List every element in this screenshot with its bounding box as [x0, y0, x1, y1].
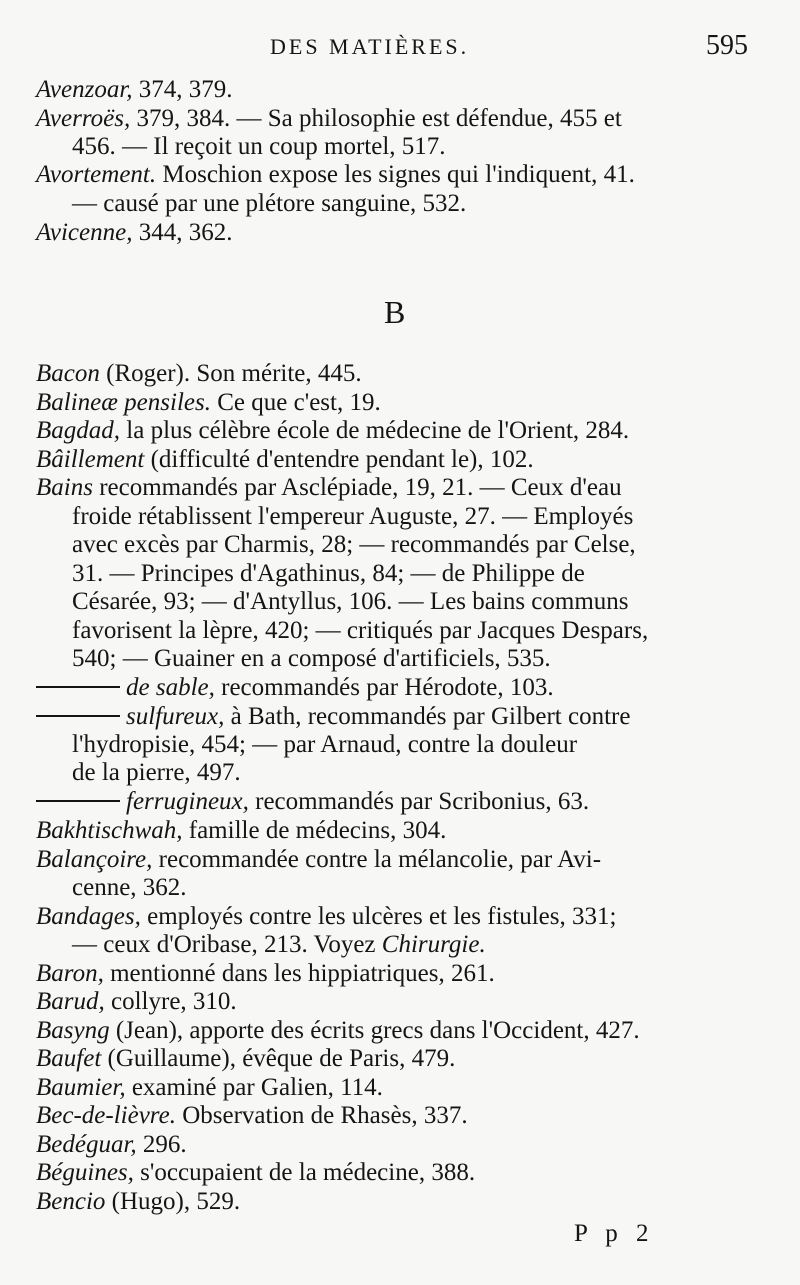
- index-entry-continuation: favorisent la lèpre, 420; — critiqués par Jacques Despars,: [72, 617, 649, 644]
- index-entry-line: Bedéguar, 296.: [36, 1131, 187, 1158]
- ditto-dash: [36, 686, 120, 688]
- index-entry-line: Bakhtischwah, famille de médecins, 304.: [36, 817, 447, 844]
- index-entry-line: Balançoire, recommandée contre la mélancolie, par Avi-: [36, 846, 602, 873]
- printer-signature: P p 2: [574, 1220, 655, 1247]
- index-entry-line: Balineæ pensiles. Ce que c'est, 19.: [36, 389, 381, 416]
- index-entry-line: Bandages, employés contre les ulcères et les fistules, 331;: [36, 903, 617, 930]
- index-subentry-line: de sable, recommandés par Hérodote, 103.: [36, 674, 554, 702]
- index-entry-continuation: Césarée, 93; — d'Antyllus, 106. — Les bains communs: [72, 588, 629, 615]
- index-entry-line: Béguines, s'occupaient de la médecine, 388.: [36, 1159, 476, 1186]
- index-entry-line: Baumier, examiné par Galien, 114.: [36, 1074, 383, 1101]
- index-entry-line: Bec-de-lièvre. Observation de Rhasès, 337.: [36, 1102, 468, 1129]
- index-entry-continuation: — causé par une plétore sanguine, 532.: [72, 190, 467, 217]
- index-subentry-line: ferrugineux, recommandés par Scribonius, 63.: [36, 788, 589, 816]
- index-entry-line: Bacon (Roger). Son mérite, 445.: [36, 360, 362, 387]
- index-entry-line: Bains recommandés par Asclépiade, 19, 21. — Ceux d'eau: [36, 474, 622, 501]
- index-entry-continuation: 456. — Il reçoit un coup mortel, 517.: [72, 133, 446, 160]
- index-entry-continuation: froide rétablissent l'empereur Auguste, 27. — Employés: [72, 503, 634, 530]
- index-entry-line: Bâillement (difficulté d'entendre pendant le), 102.: [36, 446, 534, 473]
- index-entry-continuation: cenne, 362.: [72, 874, 187, 901]
- page-header: [0, 28, 800, 68]
- ditto-dash: [36, 800, 120, 802]
- index-entry-continuation: 31. — Principes d'Agathinus, 84; — de Philippe de: [72, 560, 585, 587]
- running-title: DES MATIÈRES.: [270, 34, 470, 59]
- index-entry-line: Barud, collyre, 310.: [36, 988, 237, 1015]
- section-letter: B: [384, 294, 406, 330]
- index-entry-line: Avenzoar, 374, 379.: [36, 76, 233, 103]
- index-subentry-line: sulfureux, à Bath, recommandés par Gilbert contre: [36, 703, 630, 731]
- index-entry-continuation: l'hydropisie, 454; — par Arnaud, contre la douleur: [72, 731, 578, 758]
- index-entry-line: Avicenne, 344, 362.: [36, 219, 233, 246]
- index-entry-line: Averroës, 379, 384. — Sa philosophie est défendue, 455 et: [36, 105, 622, 132]
- index-entry-line: Basyng (Jean), apporte des écrits grecs dans l'Occident, 427.: [36, 1017, 640, 1044]
- index-entry-line: Baufet (Guillaume), évêque de Paris, 479.: [36, 1045, 456, 1072]
- index-entry-line: Baron, mentionné dans les hippiatriques, 261.: [36, 960, 495, 987]
- index-entry-line: Avortement. Moschion expose les signes qui l'indiquent, 41.: [36, 161, 635, 188]
- index-entry-continuation: avec excès par Charmis, 28; — recommandés par Celse,: [72, 531, 636, 558]
- index-entry-continuation: 540; — Guainer en a composé d'artificiels, 535.: [72, 645, 551, 672]
- cross-reference: Chirurgie.: [381, 931, 486, 958]
- page-number: 595: [706, 30, 748, 61]
- ditto-dash: [36, 715, 120, 717]
- index-entry-line: Bagdad, la plus célèbre école de médecine de l'Orient, 284.: [36, 417, 630, 444]
- index-entry-continuation: de la pierre, 497.: [72, 759, 241, 786]
- index-entry-line: Bencio (Hugo), 529.: [36, 1188, 241, 1215]
- index-entry-continuation: — ceux d'Oribase, 213. Voyez Chirurgie.: [72, 931, 486, 958]
